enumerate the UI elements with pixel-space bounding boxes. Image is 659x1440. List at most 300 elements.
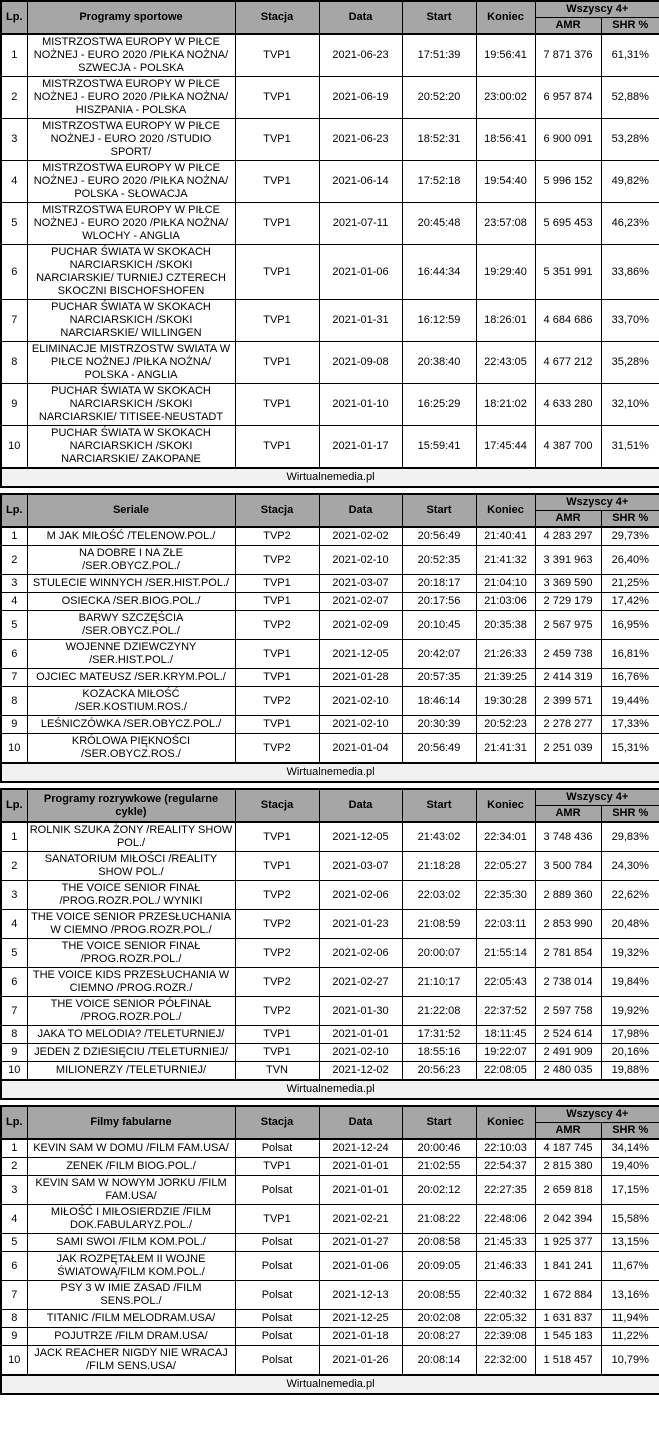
cell-koniec: 21:55:14 [476,939,535,968]
cell-start: 20:52:35 [402,546,476,575]
cell-lp: 4 [1,1205,27,1234]
category-header: Seriale [27,494,235,527]
cell-data: 2021-02-06 [319,881,402,910]
cell-koniec: 22:03:11 [476,910,535,939]
cell-koniec: 20:52:23 [476,716,535,734]
cell-lp: 5 [1,203,27,245]
column-header-lp: Lp. [1,494,27,527]
cell-shr: 49,82% [601,161,659,203]
table-row [1,300,659,342]
cell-lp: 9 [1,1328,27,1346]
cell-data: 2021-06-14 [319,161,402,203]
cell-start: 20:08:58 [402,1234,476,1252]
source-row [1,763,659,782]
cell-amr: 1 841 241 [535,1252,601,1281]
column-header-wszyscy: Wszyscy 4+ [535,1106,659,1123]
cell-koniec: 22:37:52 [476,997,535,1026]
cell-shr: 29,83% [601,822,659,852]
cell-amr: 4 187 745 [535,1139,601,1158]
table-body [1,1139,659,1375]
cell-shr: 20,48% [601,910,659,939]
cell-program: TITANIC /FILM MELODRAM.USA/ [27,1310,235,1328]
cell-shr: 46,23% [601,203,659,245]
cell-koniec: 22:48:06 [476,1205,535,1234]
cell-start: 20:56:49 [402,527,476,546]
cell-program: JAK ROZPĘTAŁEM II WOJNE ŚWIATOWĄ/FILM KOM.POL./ [27,1252,235,1281]
cell-data: 2021-12-24 [319,1139,402,1158]
table-row [1,716,659,734]
source-label: Wirtualnemedia.pl [1,763,659,782]
table-row [1,384,659,426]
cell-program: MISTRZOSTWA EUROPY W PIŁCE NOŻNEJ - EURO 2020 /PIŁKA NOŻNA/ WLOCHY - ANGLIA [27,203,235,245]
cell-start: 18:52:31 [402,119,476,161]
cell-lp: 10 [1,1062,27,1081]
cell-stacja: TVP1 [235,593,319,611]
cell-lp: 2 [1,1158,27,1176]
cell-start: 20:56:49 [402,734,476,764]
ranking-table-filmy-fabularne [0,1105,659,1395]
cell-data: 2021-01-23 [319,910,402,939]
cell-program: SANATORIUM MIŁOŚCI /REALITY SHOW POL./ [27,852,235,881]
cell-koniec: 19:22:07 [476,1044,535,1062]
column-header-wszyscy: Wszyscy 4+ [535,789,659,806]
cell-lp: 8 [1,1310,27,1328]
cell-program: ELIMINACJE MISTRZOSTW SWIATA W PIŁCE NOŻNEJ /PIŁKA NOŻNA/ POLSKA - ANGLIA [27,342,235,384]
cell-program: KRÓLOWA PIĘKNOŚCI /SER.OBYCZ.ROS./ [27,734,235,764]
table-body [1,822,659,1080]
cell-shr: 16,81% [601,640,659,669]
column-header-data: Data [319,789,402,822]
cell-program: THE VOICE SENIOR FINAŁ /PROG.ROZR.POL./ [27,939,235,968]
cell-stacja: TVP1 [235,575,319,593]
cell-start: 22:03:02 [402,881,476,910]
source-label: Wirtualnemedia.pl [1,1375,659,1394]
cell-program: PSY 3 W IMIE ZASAD /FILM SENS.POL./ [27,1281,235,1310]
cell-koniec: 17:45:44 [476,426,535,469]
cell-stacja: TVP1 [235,669,319,687]
cell-shr: 17,33% [601,716,659,734]
cell-lp: 6 [1,968,27,997]
cell-data: 2021-01-17 [319,426,402,469]
cell-shr: 11,94% [601,1310,659,1328]
cell-lp: 3 [1,575,27,593]
table-row [1,1044,659,1062]
cell-start: 20:56:23 [402,1062,476,1081]
cell-shr: 16,76% [601,669,659,687]
cell-stacja: TVN [235,1062,319,1081]
cell-shr: 19,32% [601,939,659,968]
cell-program: MISTRZOSTWA EUROPY W PIŁCE NOŻNEJ - EURO 2020 /PIŁKA NOŻNA/ SZWECJA - POLSKA [27,34,235,77]
cell-koniec: 20:35:38 [476,611,535,640]
cell-shr: 10,79% [601,1346,659,1376]
cell-stacja: TVP1 [235,822,319,852]
cell-data: 2021-03-07 [319,575,402,593]
cell-koniec: 19:30:28 [476,687,535,716]
cell-program: OJCIEC MATEUSZ /SER.KRYM.POL./ [27,669,235,687]
cell-start: 20:08:27 [402,1328,476,1346]
cell-amr: 2 399 571 [535,687,601,716]
table-row [1,1158,659,1176]
table-row [1,852,659,881]
cell-koniec: 21:04:10 [476,575,535,593]
cell-koniec: 22:43:05 [476,342,535,384]
cell-data: 2021-03-07 [319,852,402,881]
column-header-stacja: Stacja [235,789,319,822]
cell-shr: 13,16% [601,1281,659,1310]
cell-amr: 1 672 884 [535,1281,601,1310]
table-row [1,1310,659,1328]
cell-data: 2021-02-10 [319,687,402,716]
cell-stacja: TVP2 [235,939,319,968]
cell-program: STULECIE WINNYCH /SER.HIST.POL./ [27,575,235,593]
column-header-data: Data [319,1,402,34]
cell-program: MILIONERZY /TELETURNIEJ/ [27,1062,235,1081]
cell-start: 16:44:34 [402,245,476,300]
cell-start: 20:42:07 [402,640,476,669]
cell-program: ROLNIK SZUKA ŻONY /REALITY SHOW POL./ [27,822,235,852]
column-header-koniec: Koniec [476,1106,535,1139]
cell-shr: 35,28% [601,342,659,384]
table-row [1,161,659,203]
table-row [1,640,659,669]
table-row [1,342,659,384]
table-row [1,546,659,575]
cell-start: 21:10:17 [402,968,476,997]
cell-koniec: 21:41:32 [476,546,535,575]
cell-shr: 53,28% [601,119,659,161]
cell-data: 2021-02-10 [319,1044,402,1062]
column-header-stacja: Stacja [235,1106,319,1139]
table-row [1,734,659,764]
cell-program: MISTRZOSTWA EUROPY W PIŁCE NOŻNEJ - EURO 2020 /PIŁKA NOŻNA/ POLSKA - SŁOWACJA [27,161,235,203]
cell-amr: 2 889 360 [535,881,601,910]
cell-data: 2021-02-09 [319,611,402,640]
cell-koniec: 22:32:00 [476,1346,535,1376]
cell-stacja: TVP2 [235,611,319,640]
cell-amr: 1 925 377 [535,1234,601,1252]
source-row [1,1375,659,1394]
cell-koniec: 22:08:05 [476,1062,535,1081]
cell-data: 2021-01-04 [319,734,402,764]
cell-start: 20:52:20 [402,77,476,119]
cell-program: SAMI SWOI /FILM KOM.POL./ [27,1234,235,1252]
cell-amr: 6 900 091 [535,119,601,161]
cell-program: JEDEN Z DZIESIĘCIU /TELETURNIEJ/ [27,1044,235,1062]
cell-data: 2021-02-07 [319,593,402,611]
cell-koniec: 19:29:40 [476,245,535,300]
table-row [1,245,659,300]
table-row [1,575,659,593]
cell-stacja: Polsat [235,1328,319,1346]
cell-lp: 6 [1,640,27,669]
cell-amr: 2 491 909 [535,1044,601,1062]
category-header: Programy sportowe [27,1,235,34]
cell-stacja: TVP2 [235,687,319,716]
cell-start: 21:18:28 [402,852,476,881]
cell-program: ZENEK /FILM BIOG.POL./ [27,1158,235,1176]
cell-koniec: 19:54:40 [476,161,535,203]
cell-data: 2021-01-30 [319,997,402,1026]
cell-koniec: 21:45:33 [476,1234,535,1252]
cell-amr: 2 729 179 [535,593,601,611]
cell-lp: 5 [1,1234,27,1252]
column-header-koniec: Koniec [476,1,535,34]
column-header-data: Data [319,494,402,527]
cell-program: MISTRZOSTWA EUROPY W PIŁCE NOŻNEJ - EURO 2020 /STUDIO SPORT/ [27,119,235,161]
cell-lp: 4 [1,161,27,203]
cell-start: 21:02:55 [402,1158,476,1176]
cell-start: 20:38:40 [402,342,476,384]
cell-lp: 2 [1,852,27,881]
cell-stacja: TVP1 [235,1026,319,1044]
cell-data: 2021-02-27 [319,968,402,997]
cell-stacja: Polsat [235,1281,319,1310]
cell-amr: 5 996 152 [535,161,601,203]
cell-program: LEŚNICZÓWKA /SER.OBYCZ.POL./ [27,716,235,734]
cell-shr: 32,10% [601,384,659,426]
cell-shr: 21,25% [601,575,659,593]
column-header-lp: Lp. [1,1,27,34]
cell-data: 2021-01-18 [319,1328,402,1346]
cell-program: M JAK MIŁOŚĆ /TELENOW.POL./ [27,527,235,546]
cell-stacja: Polsat [235,1176,319,1205]
cell-koniec: 22:05:27 [476,852,535,881]
cell-lp: 2 [1,77,27,119]
cell-data: 2021-07-11 [319,203,402,245]
table-row [1,997,659,1026]
cell-stacja: TVP2 [235,997,319,1026]
cell-stacja: TVP1 [235,384,319,426]
cell-start: 16:25:29 [402,384,476,426]
cell-stacja: TVP1 [235,342,319,384]
column-header-lp: Lp. [1,1106,27,1139]
cell-amr: 7 871 376 [535,34,601,77]
table-row [1,881,659,910]
cell-koniec: 21:41:31 [476,734,535,764]
cell-program: PUCHAR ŚWIATA W SKOKACH NARCIARSKICH /SKOKI NARCIARSKIE/ WILLINGEN [27,300,235,342]
cell-program: KEVIN SAM W NOWYM JORKU /FILM FAM.USA/ [27,1176,235,1205]
cell-stacja: TVP1 [235,426,319,469]
column-header-koniec: Koniec [476,494,535,527]
cell-lp: 8 [1,687,27,716]
table-row [1,77,659,119]
cell-start: 20:08:55 [402,1281,476,1310]
cell-shr: 16,95% [601,611,659,640]
cell-koniec: 23:57:08 [476,203,535,245]
cell-program: NA DOBRE I NA ZŁE /SER.OBYCZ.POL./ [27,546,235,575]
cell-data: 2021-02-10 [319,716,402,734]
cell-shr: 61,31% [601,34,659,77]
cell-stacja: TVP1 [235,852,319,881]
cell-program: PUCHAR ŚWIATA W SKOKACH NARCIARSKICH /SKOKI NARCIARSKIE/ TURNIEJ CZTERECH SKOCZNI BISCHOFSHOFEN [27,245,235,300]
cell-koniec: 22:40:32 [476,1281,535,1310]
cell-koniec: 22:39:08 [476,1328,535,1346]
cell-shr: 22,62% [601,881,659,910]
table-row [1,822,659,852]
cell-data: 2021-01-31 [319,300,402,342]
cell-data: 2021-01-10 [319,384,402,426]
table-row [1,687,659,716]
cell-stacja: TVP2 [235,527,319,546]
cell-program: PUCHAR ŚWIATA W SKOKACH NARCIARSKICH /SKOKI NARCIARSKIE/ ZAKOPANE [27,426,235,469]
cell-program: WOJENNE DZIEWCZYNY /SER.HIST.POL./ [27,640,235,669]
cell-koniec: 22:05:32 [476,1310,535,1328]
cell-shr: 24,30% [601,852,659,881]
cell-stacja: TVP1 [235,161,319,203]
table-row [1,1328,659,1346]
cell-amr: 2 251 039 [535,734,601,764]
ranking-table-seriale [0,493,659,783]
cell-amr: 2 853 990 [535,910,601,939]
cell-program: THE VOICE SENIOR FINAŁ /PROG.ROZR.POL./ WYNIKI [27,881,235,910]
cell-amr: 6 957 874 [535,77,601,119]
table-row [1,910,659,939]
cell-shr: 34,14% [601,1139,659,1158]
cell-stacja: TVP1 [235,245,319,300]
column-header-shr: SHR % [601,18,659,35]
cell-koniec: 22:05:43 [476,968,535,997]
source-label: Wirtualnemedia.pl [1,1080,659,1099]
column-header-stacja: Stacja [235,1,319,34]
column-header-start: Start [402,1,476,34]
cell-program: MISTRZOSTWA EUROPY W PIŁCE NOŻNEJ - EURO 2020 /PIŁKA NOŻNA/ HISZPANIA - POLSKA [27,77,235,119]
cell-start: 20:10:45 [402,611,476,640]
cell-shr: 19,44% [601,687,659,716]
cell-shr: 11,67% [601,1252,659,1281]
cell-lp: 8 [1,342,27,384]
cell-stacja: TVP2 [235,546,319,575]
cell-shr: 15,58% [601,1205,659,1234]
cell-shr: 31,51% [601,426,659,469]
cell-stacja: TVP1 [235,119,319,161]
cell-program: JAKA TO MELODIA? /TELETURNIEJ/ [27,1026,235,1044]
cell-amr: 2 414 319 [535,669,601,687]
cell-stacja: Polsat [235,1139,319,1158]
cell-start: 21:22:08 [402,997,476,1026]
cell-shr: 20,16% [601,1044,659,1062]
column-header-amr: AMR [535,806,601,823]
cell-start: 21:43:02 [402,822,476,852]
cell-amr: 3 391 963 [535,546,601,575]
cell-amr: 1 518 457 [535,1346,601,1376]
cell-amr: 2 597 758 [535,997,601,1026]
cell-amr: 4 283 297 [535,527,601,546]
cell-koniec: 19:56:41 [476,34,535,77]
cell-data: 2021-06-23 [319,34,402,77]
cell-start: 17:52:18 [402,161,476,203]
cell-amr: 4 387 700 [535,426,601,469]
cell-data: 2021-12-05 [319,640,402,669]
cell-lp: 10 [1,1346,27,1376]
cell-shr: 17,15% [601,1176,659,1205]
cell-koniec: 21:26:33 [476,640,535,669]
table-body [1,527,659,763]
cell-amr: 4 633 280 [535,384,601,426]
cell-data: 2021-06-23 [319,119,402,161]
cell-lp: 1 [1,1139,27,1158]
cell-amr: 2 524 614 [535,1026,601,1044]
cell-lp: 2 [1,546,27,575]
cell-amr: 3 500 784 [535,852,601,881]
cell-amr: 1 545 183 [535,1328,601,1346]
cell-data: 2021-02-21 [319,1205,402,1234]
cell-koniec: 21:46:33 [476,1252,535,1281]
column-header-shr: SHR % [601,806,659,823]
cell-lp: 9 [1,384,27,426]
cell-koniec: 21:40:41 [476,527,535,546]
cell-shr: 15,31% [601,734,659,764]
cell-lp: 10 [1,426,27,469]
cell-stacja: TVP1 [235,300,319,342]
cell-start: 16:12:59 [402,300,476,342]
cell-amr: 2 815 380 [535,1158,601,1176]
cell-koniec: 22:54:37 [476,1158,535,1176]
cell-amr: 2 459 738 [535,640,601,669]
cell-lp: 1 [1,822,27,852]
cell-koniec: 18:11:45 [476,1026,535,1044]
cell-lp: 6 [1,1252,27,1281]
cell-lp: 3 [1,881,27,910]
cell-lp: 3 [1,119,27,161]
cell-start: 17:31:52 [402,1026,476,1044]
cell-stacja: TVP1 [235,1044,319,1062]
cell-shr: 19,84% [601,968,659,997]
column-header-stacja: Stacja [235,494,319,527]
cell-program: POJUTRZE /FILM DRAM.USA/ [27,1328,235,1346]
cell-data: 2021-06-19 [319,77,402,119]
table-body [1,34,659,468]
cell-shr: 33,70% [601,300,659,342]
cell-amr: 2 278 277 [535,716,601,734]
cell-koniec: 22:34:01 [476,822,535,852]
cell-data: 2021-12-25 [319,1310,402,1328]
cell-amr: 2 480 035 [535,1062,601,1081]
cell-stacja: TVP1 [235,77,319,119]
cell-shr: 17,42% [601,593,659,611]
category-header: Programy rozrywkowe (regularne cykle) [27,789,235,822]
ranking-table-programy-rozrywkowe [0,788,659,1100]
table-row [1,669,659,687]
cell-program: THE VOICE KIDS PRZESŁUCHANIA W CIEMNO /PROG.ROZR./ [27,968,235,997]
cell-start: 20:09:05 [402,1252,476,1281]
cell-stacja: TVP2 [235,881,319,910]
cell-start: 21:08:59 [402,910,476,939]
cell-stacja: TVP1 [235,1158,319,1176]
cell-shr: 33,86% [601,245,659,300]
cell-lp: 1 [1,34,27,77]
cell-data: 2021-01-27 [319,1234,402,1252]
cell-start: 20:02:08 [402,1310,476,1328]
cell-data: 2021-02-06 [319,939,402,968]
cell-start: 20:02:12 [402,1176,476,1205]
table-row [1,1139,659,1158]
column-header-wszyscy: Wszyscy 4+ [535,1,659,18]
cell-program: JACK REACHER NIGDY NIE WRACAJ /FILM SENS.USA/ [27,1346,235,1376]
cell-start: 20:08:14 [402,1346,476,1376]
table-row [1,1234,659,1252]
table-row [1,593,659,611]
cell-start: 20:00:46 [402,1139,476,1158]
cell-lp: 1 [1,527,27,546]
cell-shr: 52,88% [601,77,659,119]
cell-koniec: 21:39:25 [476,669,535,687]
cell-data: 2021-01-01 [319,1176,402,1205]
cell-shr: 26,40% [601,546,659,575]
column-header-amr: AMR [535,1123,601,1140]
cell-amr: 3 369 590 [535,575,601,593]
cell-lp: 3 [1,1176,27,1205]
cell-stacja: TVP1 [235,640,319,669]
